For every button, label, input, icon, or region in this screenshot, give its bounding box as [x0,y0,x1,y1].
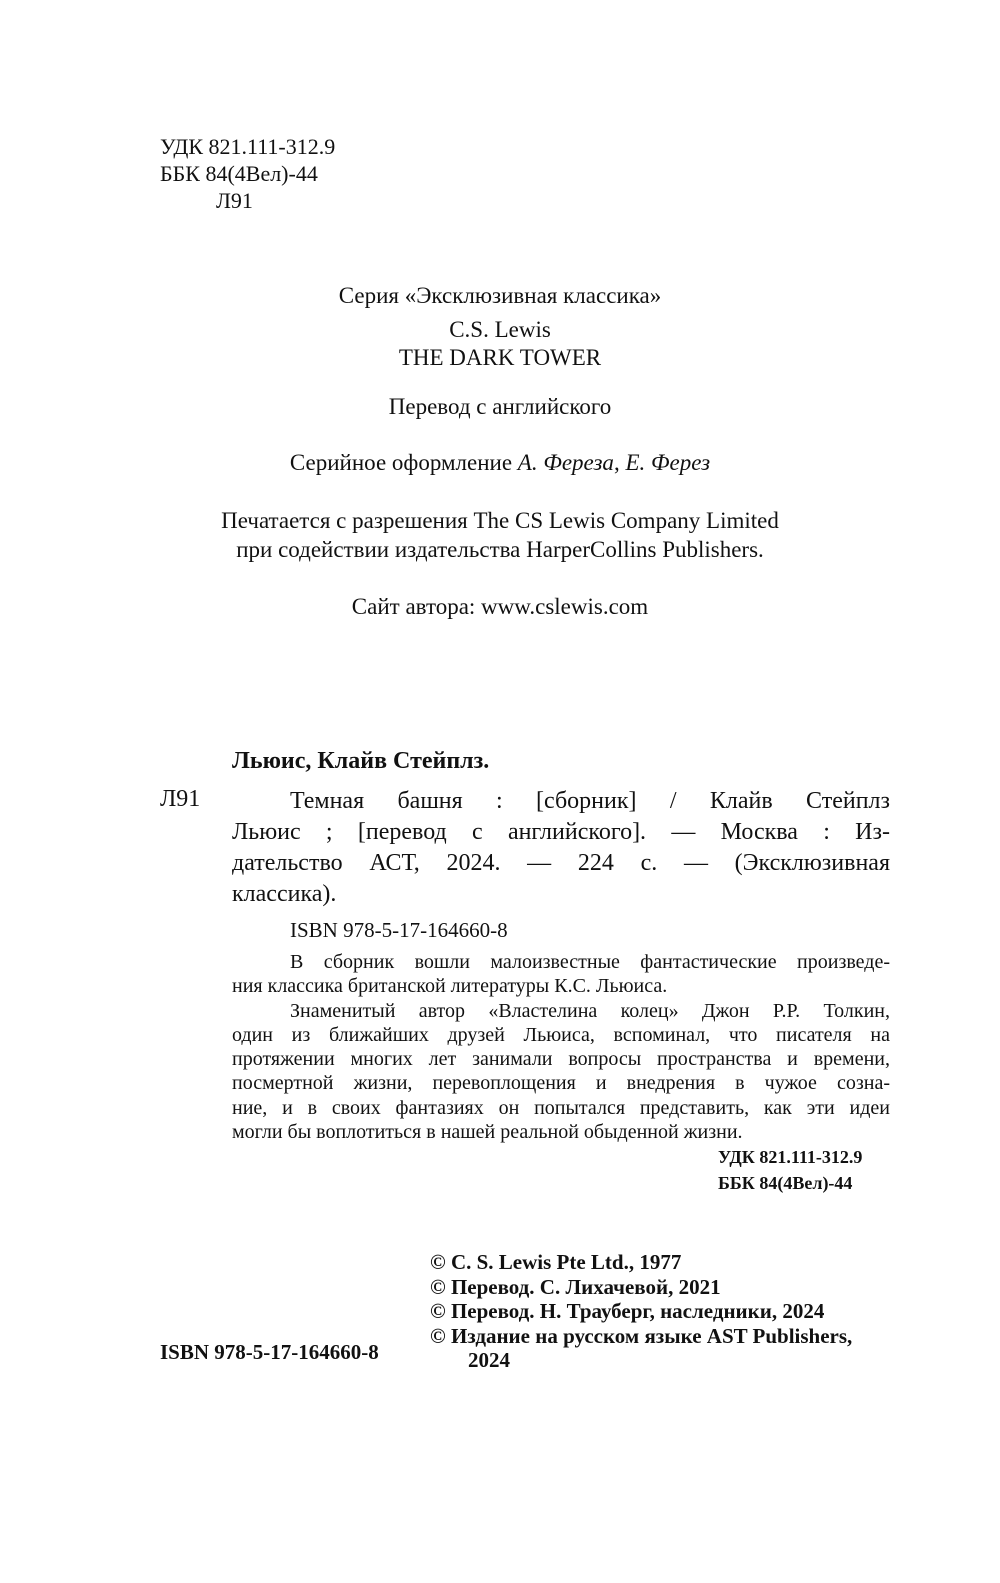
copyright-line: © Перевод. С. Лихачевой, 2021 [430,1274,721,1299]
biblio-line: классика). [232,881,337,907]
annotation-line: Знаменитый автор «Властелина колец» Джон Р.Р. Толкин, [290,999,890,1022]
annotation-line: ние, и в своих фантазиях он попытался представить, как эти идеи [232,1096,890,1119]
footer-isbn: ISBN 978-5-17-164660-8 [160,1340,379,1364]
designer-1: А. Фереза [517,450,614,475]
classification-codes [160,133,335,214]
biblio-line: Льюис ; [перевод с английского]. — Москва : Из- [232,819,890,845]
title-en: THE DARK TOWER [398,345,602,370]
copyright-line: 2024 [468,1348,510,1372]
author-en: C.S. Lewis [449,317,551,342]
designer-2: Е. Ферез [625,450,711,475]
record-author: Льюис, Клайв Стейплз. [232,748,490,774]
bibliographic-description [232,786,890,910]
copyright-line: © C. S. Lewis Pte Ltd., 1977 [430,1250,682,1274]
permission-line-1: Печатается с разрешения The CS Lewis Company Limited [221,508,779,533]
series-line: Серия «Эксклюзивная классика» [338,283,662,308]
record-code: Л91 [160,786,201,812]
biblio-line: дательство АСТ, 2024. — 224 с. — (Эксклюзивная [232,850,890,876]
copyright-line: © Издание на русском языке AST Publishers, [430,1323,853,1348]
annotation-udk: УДК 821.111-312.9 [718,1147,863,1167]
record-isbn: ISBN 978-5-17-164660-8 [290,918,508,942]
udk-code: УДК 821.111-312.9 [160,134,336,159]
annotation-line: протяжении многих лет занимали вопросы пространства и времени, [232,1048,890,1071]
bbk-code: ББК 84(4Вел)-44 [160,161,318,186]
copyright-line: © Перевод. Н. Трауберг, наследники, 2024 [430,1299,825,1323]
annotation-line: посмертной жизни, перевоплощения и внедрения в чужое созна- [232,1072,890,1095]
design-credit: Серийное оформление А. Фереза, Е. Ферез [289,450,711,475]
translation-note: Перевод с английского [388,394,612,419]
annotation-line: один из ближайших друзей Льюиса, вспоминал, что писателя на [232,1023,890,1046]
annotation [232,950,890,1144]
annotation-line: ния классика британской литературы К.С. Льюиса. [232,975,668,998]
author-mark: Л91 [216,188,253,213]
annotation-line: могли бы воплотиться в нашей реальной обыденной жизни. [232,1121,743,1144]
annotation-line: В сборник вошли малоизвестные фантастические произведе- [290,951,890,973]
permission-line-2: при содействии издательства HarperCollins Publishers. [236,537,764,562]
biblio-line: Темная башня : [сборник] / Клайв Стейплз [290,788,890,814]
annotation-codes [718,1144,862,1196]
copyright-block [430,1250,852,1373]
annotation-bbk: ББК 84(4Вел)-44 [718,1173,853,1193]
author-website: Сайт автора: www.cslewis.com [351,594,649,619]
